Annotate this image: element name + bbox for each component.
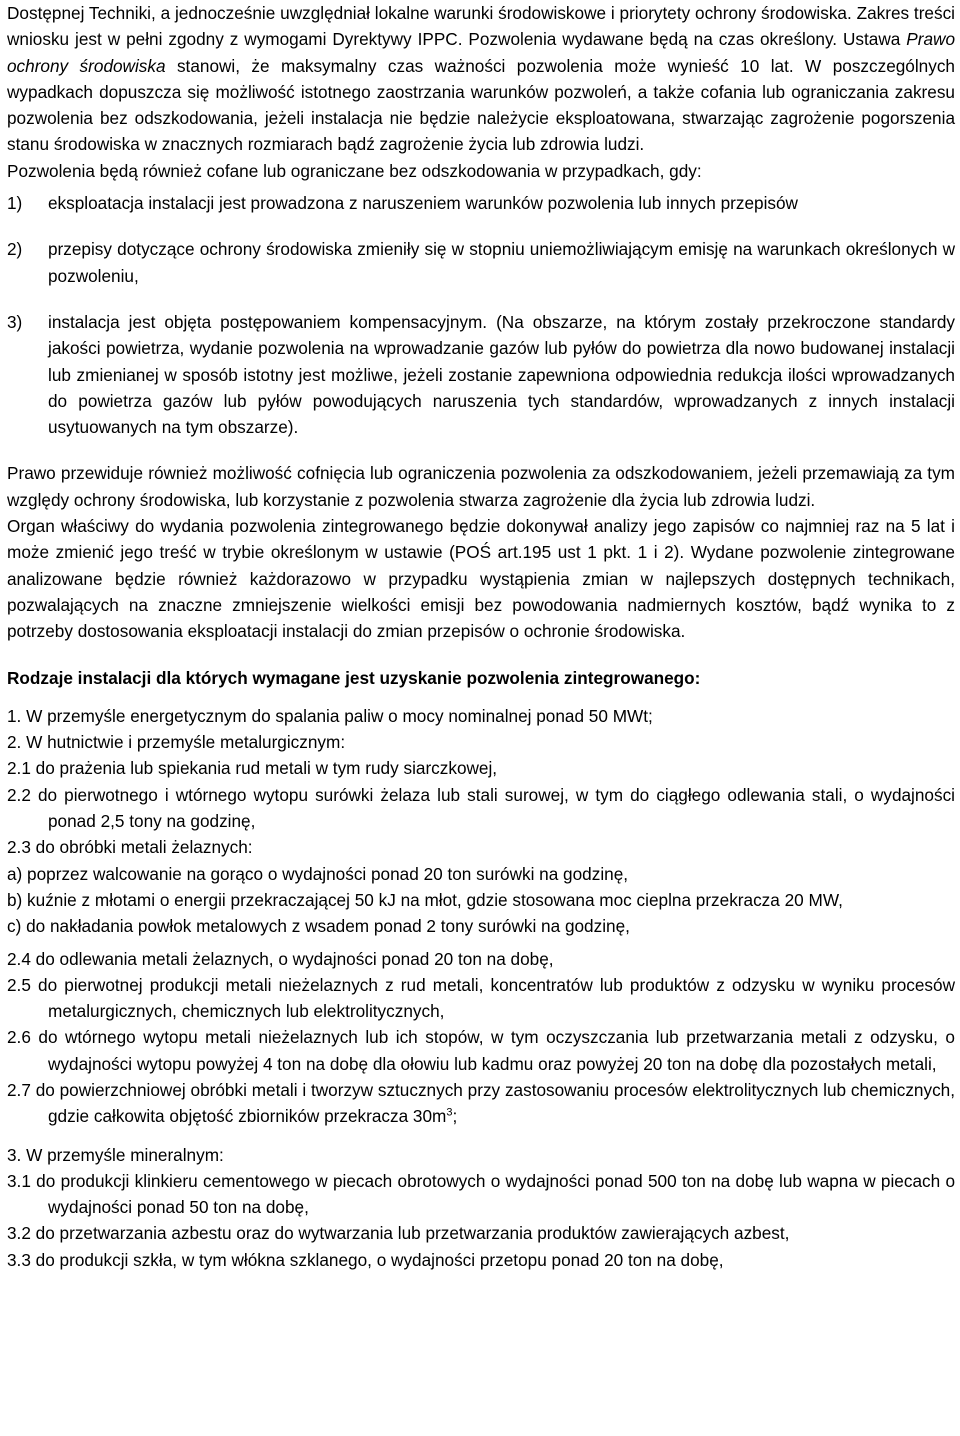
list-item-2-3-a: a) poprzez walcowanie na gorąco o wydajności ponad 20 ton surówki na godzinę, <box>7 863 629 884</box>
intro-paragraph <box>7 0 955 158</box>
revoke-paragraph: Pozwolenia będą również cofane lub ograniczane bez odszkodowania w przypadkach, gdy: <box>7 160 702 181</box>
list-item-3-2: 3.2 do przetwarzania azbestu oraz do wytwarzania lub przetwarzania produktów zawierających azbest, <box>7 1223 790 1244</box>
act-title-italic: Prawo ochrony środowiska <box>7 29 955 76</box>
list-item-2: 2. W hutnictwie i przemyśle metalurgicznym: <box>7 732 346 753</box>
case-item-1 <box>7 190 955 216</box>
list-item-3-3: 3.3 do produkcji szkła, w tym włókna szklanego, o wydajności przetopu ponad 20 ton na dobę, <box>7 1249 724 1270</box>
list-item-2-3-c: c) do nakładania powłok metalowych z wsadem ponad 2 tony surówki na godzinę, <box>7 916 630 937</box>
case-text: instalacja jest objęta postępowaniem kompensacyjnym. (Na obszarze, na którym zostały przekroczone standardy jakości powietrza, wydanie pozwolenia na wprowadzanie gazów lub pyłów do powietrza dla nowo budowanej instalacji lub zmienianej w sposób istotny jest możliwe, jeżeli zostanie zapewniona odpowiednia redukcja ilości wprowadzanych do powietrza gazów lub pyłów powodujących naruszenia tych standardów, wprowadzanych z innych instalacji usytuowanych na tym obszarze). <box>48 311 955 438</box>
case-item-2 <box>7 236 955 289</box>
list-item-2-5: 2.5 do pierwotnej produkcji metali nieżelaznych z rud metali, koncentratów lub produktów z odzysku w wyniku procesów metalurgicznych, chemicznych lub elektrolitycznych, <box>7 974 955 1022</box>
case-number: 1) <box>7 193 23 214</box>
case-item-3 <box>7 309 955 440</box>
compensation-paragraph: Prawo przewiduje również możliwość cofnięcia lub ograniczenia pozwolenia za odszkodowaniem, jeżeli przemawiają za tym względy ochrony środowiska, lub korzystanie z pozwolenia stwarza zagrożenie dla życia lub zdrowia ludzi. <box>7 463 955 510</box>
case-text: przepisy dotyczące ochrony środowiska zmieniły się w stopniu uniemożliwiającym emisję na warunkach określonych w pozwoleniu, <box>48 239 955 286</box>
case-text: eksploatacja instalacji jest prowadzona z naruszeniem warunków pozwolenia lub innych przepisów <box>48 193 798 214</box>
list-item-2-7 <box>7 1077 955 1130</box>
list-item-2-4: 2.4 do odlewania metali żelaznych, o wydajności ponad 20 ton na dobę, <box>7 948 554 969</box>
list-item-2-2: 2.2 do pierwotnego i wtórnego wytopu surówki żelaza lub stali surowej, w tym do ciągłego odlewania stali, o wydajności ponad 2,5 tony na godzinę, <box>7 784 955 832</box>
list-item-2-6: 2.6 do wtórnego wytopu metali nieżelaznych lub ich stopów, w tym oczyszczania lub przetwarzania metali z odzysku, o wydajności wytopu powyżej 4 ton na dobę dla ołowiu lub kadmu oraz powyżej 20 ton na dobę dla pozostałych metali, <box>7 1027 955 1074</box>
list-item-3-1: 3.1 do produkcji klinkieru cementowego w piecach obrotowych o wydajności ponad 500 ton na dobę lub wapna w piecach o wydajności ponad 50 ton na dobę, <box>7 1170 955 1218</box>
intro-text-b: stanowi, że maksymalny czas ważności pozwolenia może wynieść 10 lat. W poszczególnych wypadkach dopuszcza się możliwość istotnego zaostrzania warunków pozwoleń, a także cofania lub ograniczania zakresu pozwolenia bez odszkodowania, jeżeli instalacja nie będzie należycie eksploatowana, stwarzając zagrożenie pogorszenia stanu środowiska w znacznych rozmiarach bądź zagrożenie życia lub zdrowia ludzi. <box>7 55 955 155</box>
case-number: 2) <box>7 239 23 260</box>
case-number: 3) <box>7 311 23 332</box>
list-item-2-3-b: b) kuźnie z młotami o energii przekraczającej 50 kJ na młot, gdzie stosowana moc cieplna przekracza 20 MW, <box>7 889 843 910</box>
list-item-2-3: 2.3 do obróbki metali żelaznych: <box>7 837 253 858</box>
list-item-2-1: 2.1 do prażenia lub spiekania rud metali w tym rudy siarczkowej, <box>7 758 498 779</box>
list-item-3: 3. W przemyśle mineralnym: <box>7 1144 224 1165</box>
installations-heading: Rodzaje instalacji dla których wymagane jest uzyskanie pozwolenia zintegrowanego: <box>7 667 701 688</box>
intro-text-a: Dostępnej Techniki, a jednocześnie uwzględniał lokalne warunki środowiskowe i priorytety ochrony środowiska. Zakres treści wniosku jest w pełni zgodny z wymogami Dyrektywy IPPC. Pozwolenia wydawane będą na czas określony. Ustawa <box>7 3 955 50</box>
list-item-2-7-text: 2.7 do powierzchniowej obróbki metali i tworzyw sztucznych przy zastosowaniu procesów elektrolitycznych lub chemicznych, gdzie całkowita objętość zbiorników przekracza 30m <box>7 1079 955 1127</box>
organ-paragraph: Organ właściwy do wydania pozwolenia zintegrowanego będzie dokonywał analizy jego zapisów co najmniej raz na 5 lat i może zmienić jego treść w trybie określonym w ustawie (POŚ art.195 ust 1 pkt. 1 i 2). Wydane pozwolenie zintegrowane analizowane będzie również każdorazowo w przypadku wystąpienia zmian w najlepszych dostępnych technikach, pozwalających na znaczne zmniejszenie wielkości emisji bez powodowania nadmiernych kosztów, bądź wynika to z potrzeby dostosowania eksploatacji instalacji do zmian przepisów o ochronie środowiska. <box>7 516 955 642</box>
superscript-exponent: 3 <box>446 1106 453 1119</box>
list-item-1: 1. W przemyśle energetycznym do spalania paliw o mocy nominalnej ponad 50 MWt; <box>7 705 653 726</box>
list-item-2-7-end: ; <box>452 1106 458 1127</box>
